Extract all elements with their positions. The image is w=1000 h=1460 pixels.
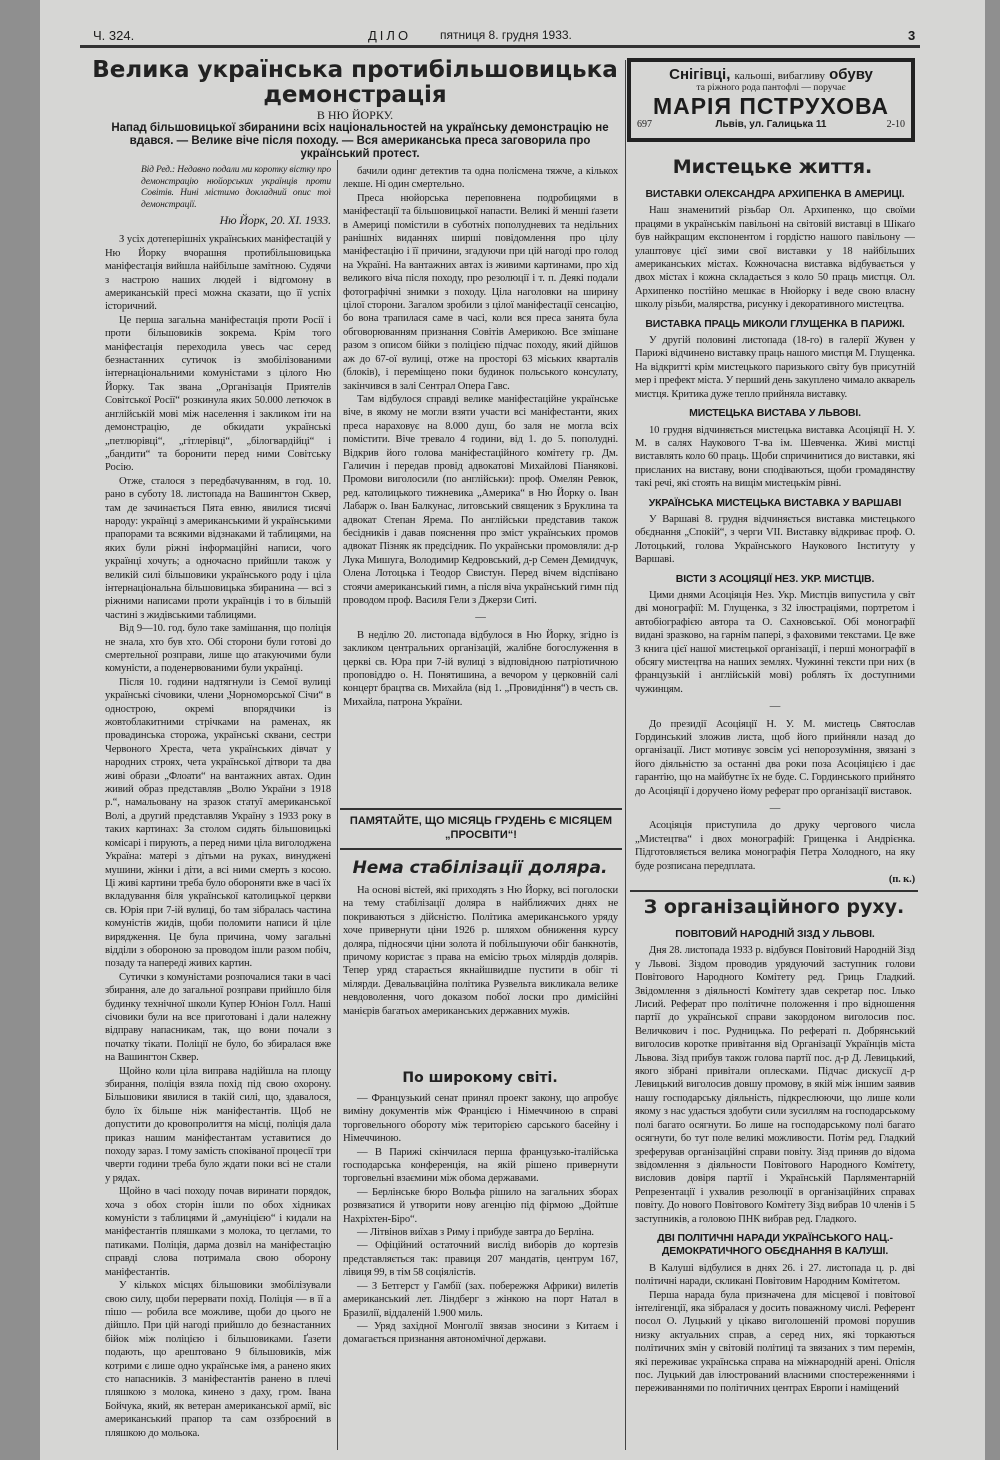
- paragraph: Від 9—10. год. було таке замішання, що поліція не знала, хто був хто. Обі сторони були готові до смертельної розправи, лише що атакуючими були комуністи, а поденервованими були українці.: [105, 623, 331, 675]
- paragraph: Після 10. години надтягнули із Семої вулиці українські січовики, члени „Чорноморської Січи“ в однострою, окремі впорядчики із жовтоблакитними стрічками на раменах, як провадинська сторожа, українські сквани, сестри Червоного Хреста, чета українських дівчат у народних строях, чета української дітвори та два живі образи „Флоати“ на вантажних автах. Один живий образ представляв „Волю України з 1918 р.“, намальовану на зразок статуї американської Волі, а другий представляв Україну з 1933 року в таких картинах: За столом сидять більшовицькі комісарі і пирують, а перед ними ціла виголоджена Україна: матері з дітьми на руках, винуджені мушини, жінки і діти, а всі ними смерть з косою. Ці живі картини треба було обороняти вже в часі їх вкладування біля української католицької церкви св. Юрія при 7-ій вулиці, бо там зібралась частина комуністів жидів, щоби поломити написи й ціле вирядження. Це була причина, чому загальні відділи з обороною за проводом ішли разом побіч, позаду та напереді живих картин.: [105, 676, 331, 970]
- paragraph: Цими днями Асоціяція Нез. Укр. Мистців випустила у світ дві монографії: М. Глущенка, з 32 ілюстраціями, портретом і автобіографією автора та О. Сахновської. Обі монографії видані зразково, на гарнім папері, з фаховими текстами. Це вже 3 книга цієї нашої мистецької організації, і перші монографії в обсягу мистецтва на наших землях. Чужинні тексти при них (в французькій і англійській мові) роблять їх доступними чужинцям.: [635, 589, 915, 695]
- section-rule: [340, 848, 622, 850]
- subheading: ВИСТАВКА ПРАЦЬ МИКОЛИ ГЛУЩЕНКА В ПАРИЖІ.: [645, 317, 905, 330]
- prosvita-notice: ПАМЯТАЙТЕ, ЩО МІСЯЦЬ ГРУДЕНЬ Є МІСЯЦЕМ „ПРОСВІТИ“!: [349, 815, 613, 841]
- shoe-advertisement: [627, 58, 915, 142]
- subheading: МИСТЕЦЬКА ВИСТАВА У ЛЬВОВІ.: [689, 407, 861, 420]
- news-item: — Офіційний остаточний вислід виборів до кортезів представляється так: правиця 207 мандатів, центрум 167, лівиця 99, в тім 58 соціялістів.: [343, 1240, 618, 1279]
- paragraph: У Варшаві 8. грудня відчиняється виставка мистецького обєднання „Спокій“, з черги VII. Виставку відкриває проф. О. Лотоцький, голова Українського Наукового Інституту у Варшаві.: [635, 513, 915, 566]
- main-article-lead: Напад більшовицької збиранини всіх національностей на українську демонстрацію не вдався. — Велике віче після походу. — Вся американська преса заговорила про український протест.: [111, 122, 609, 160]
- subheading: УКРАЇНСЬКА МИСТЕЦЬКА ВИСТАВКА У ВАРШАВІ: [648, 496, 902, 509]
- news-item: — В Парижі скінчилася перша французько-італійська господарська конференція, на якій рішено привернути торговельні взаємини між обома державами.: [343, 1146, 618, 1185]
- subheading: ВИСТАВКИ ОЛЕКСАНДРА АРХИПЕНКА В АМЕРИЦІ.: [645, 188, 905, 200]
- paragraph: Це перша загальна маніфестація проти Росії і проти більшовиків зокрема. Крім того маніфестація переходила увесь час серед безнастанних сутичок із змобілізованими інтернаціональними комуністами з цілого Ню Йорку. Так звана „Організація Приятелів Совітської Росії“ розкинула яких 50.000 летючок в англійській мові між населення і закликом іти на демонстрацію, де обкидати українські „петлюрівці“, „гітлерівці“, „білогвардійці“ і „бандити“ та боронити перед ними Совітську Росію.: [105, 314, 331, 474]
- paragraph: Сутички з комуністами розпочалися таки в часі збирання, але до загальної розправи прийшло біля будинку технічної школи Купер Юніон Голл. Наші січовики були на все приготовані і дали належну відправу напасникам, так, що вони почали з початку тікати. Поліції не було, бо збиралася вже на Вашингтон Сквер.: [105, 971, 331, 1064]
- ad-code: 2-10: [886, 119, 905, 130]
- ad-seller-name: МАРІЯ ПСТРУХОВА: [652, 93, 890, 119]
- column-divider: [337, 160, 338, 1450]
- paragraph: В Калуші відбулися в днях 26. і 27. листопада ц. р. дві політичні наради, скликані Повітовим Народним Комітетом.: [635, 1262, 915, 1288]
- paragraph: Отже, сталося з передбачуванням, в год. 10. рано в суботу 18. листопада на Вашингтон Сквер, там де зачинається Пята евню, явилися тисячі народу: українці з американськими й українськими прапорами та всякими відзнаками й таблицями, на яких були ріжні інформаційні написи, чого українці хочуть; а одночасно прийшли також у великій силі більшовики українського роду і ціла інтернаціональна більшовицька збиранина — всі з ріжними написами проти українців і то в більшій частині з жидівськими таблицями.: [105, 475, 331, 621]
- ad-text: кальоші, вибагливу: [734, 70, 825, 82]
- paragraph: Наш знаменитий різьбар Ол. Архипенко, що своїми працями в українськім павільоні на світовій виставці в Шікаґо був найкращим експонентом і гордістю нашого павільону — улаштовує цієї зими свої виставки у 18 найбільших американських містах. Кожночасна виставка відбувається у двох містах і кожна складається з коло 50 праць мистця. Ол. Архипенко постійно мешкає в Нюйорку і веде свою власну школу різьби, малярства, рисунку і декоративного мистецтва.: [635, 205, 915, 311]
- news-item: — Берлінське бюро Вольфа рішило на загальних зборах розвязатися й утворити нову агенцію під фірмою „Дойтше Нахріхтен-Біро“.: [343, 1186, 618, 1225]
- issue-number: Ч. 324.: [93, 28, 135, 43]
- section-rule: [630, 890, 918, 892]
- main-article-title: Велика українська протибільшовицька демонстрація: [92, 57, 618, 108]
- paragraph: До президії Асоціяції Н. У. М. мистець Святослав Гординський зложив листа, щоб його прийняли назад до організації. Лист мотивує зовсім усі непорозуміння, звязані з його діяльністю за останні два роки поза Асоціяцією і дає гарантію, що на майбутнє їх не буде. С. Гординського прийнято до Асоціяції і доручено йому реферат про організації виставок.: [635, 718, 915, 797]
- arts-section-title: Мистецьке життя.: [672, 156, 873, 178]
- column-divider: [625, 60, 626, 1450]
- org-section-text: [635, 922, 915, 1447]
- paragraph: На основі вістей, які приходять з Ню Йорку, всі поголоски на тему стабілізації доляра в найближчих днях не покриваються з дійсністю. Політика американського уряду хоче привернути ціни 1926 р. шляхом обниження курсу доляра, підносячи ціни золота й побільшуючи обіг банкнотів, причому користає з права на емісію трьох мілярдів долярів. Тепер уряд старається якнайшвидше пустити в обіг ті мілярди. Девальваційна політика Рузвельта викликала велике невдоволення, чого доказом побої лоски про димісійні манієрів багатьох американських державних мужів.: [343, 885, 618, 1017]
- main-article-subtitle: В НЮ ЙОРКУ.: [316, 108, 394, 122]
- paragraph: Асоціяція приступила до друку чергового числа „Мистецтва“ і двох монографій: Грищенка і Андрієнка. Підготовляється велика монографія Петра Холодного, на яку буде розписана передплата.: [635, 820, 915, 872]
- page-number: 3: [908, 28, 916, 43]
- main-article-column-2: бачили одинг детектив та одна полісмена тяжче, а кількох лекше. Ні один смертельно. Преса нюйорська переповнена подробицями в маніфестації та більшовицької напасти. Великі й менші ґазети в Америці помістили в суботніх пополудневих та недільних ранішніх виданнях ширші повідомлення про цілу маніфестацію і її причини, згадуючи при цій нагоді про голод на Україні. На вантажних автах із живими картинами, про хід великого віча після походу, про резолюції і т. п. Деякі подали фотографічні знимки з походу. Ціла наголовки на ширину цілої сторони. Загалом зробили з цілої маніфестації сенсацію, бо вона трапилася саме в часі, коли вся преса занята була обговорюванням признання Совітів Америкою. Все змішане разом з описом бійки з поліцією підчас походу, який дійшов аж до 67-ої вулиці, отже на просторі 63 міських кварталів (блоків), і переміщено поки будинок польського консулату, закінчився в залі Сентрал Опера Гавс. Там відбулося справді велике маніфестаційне українське віче, в якому не могли взяти участи всі маніфестанти, яких преса нараховує на 8.000 душ, бо заля не могла всіх помістити. Віче тревало 4 години, від 1. до 5. пополудні. Відкрив його голова маніфестаційного комітету гр. Дм. Галичин і передав провід адвокатові Михайлові Піаняковi. Промови виголосили (по англійськи): проф. Омелян Ревюк, ред. католицького тижневика „Америка“ в Ню Йорку о. Іван Лабарж о. Іван Балкунас, литовський священик з Бруклина та адвокат Степан Яремa. По англійськи представив також бесідників і давав пояснення про зміст українських промов адвокат Пізняк як предсідник. По українськи промовляли: д-р Лука Мишуга, Володимир Кедровський, д-р Семен Демидчук, Олена Лотоцька і Теодор Свистун. Перед вічем відспівано стоячи американський гимн, а після віча український гимн під проводом проф. Василя Гели з Джерзи Ситі. — В неділю 20. листопада відбулося в Ню Йорку, згідно із закликом центральних організацій, жалібне богослуження в церкві св. Юра при 7-ій вулиці з відповідною патріотичною проповіддю о. Н. Понятишина, а вечором у церковній салі концерт брацтва св. Михайла (від 1. „Провидіння“) в честь св. Михайла, патрона України.: [343, 166, 618, 708]
- newspaper-name: ДІЛО: [368, 28, 412, 43]
- paragraph: Щойно в часі походу почав виринати порядок, хоча з обох сторін ішли по обох хідниках комуністи з таблицями й „амуніцією“ і кидали на маніфестантів пляшками з молока, то цеглами, то патиками. Поліція, дарма дозвіл на маніфестацію справді слова потримала свою оборону маніфестантів.: [105, 1186, 331, 1278]
- dollar-article-text: [343, 884, 618, 1064]
- subheading: ВІСТИ З АСОЦІЯЦІЇ НЕЗ. УКР. МИСТЦІВ.: [675, 572, 875, 585]
- main-article-column-1: [105, 165, 331, 1450]
- paragraph: Преса нюйорська переповнена подробицями в маніфестації та більшовицької напасти. Великі й менші ґазети в Америці помістили в суботніх пополудневих та недільних ранішніх виданнях ширші повідомлення про цілу маніфестацію і її причини, згадуючи при цій нагоді про голод на Україні. На вантажних автах із живими картинами, про хід великого віча після походу, про резолюції і т. п. Деякі подали фотографічні знимки з походу. Ціла наголовки на ширину цілої сторони. Загалом зробили з цілої маніфестації сенсацію, бо вона трапилася саме в часі, коли вся преса занята була обговорюванням признання Совітів Америкою. Все змішане разом з описом бійки з поліцією підчас походу, який дійшов аж до 67-ої вулиці, отже на просторі 63 міських кварталів (блоків), і переміщено поки будинок польського консулату, закінчився в залі Сентрал Опера Гавс.: [343, 192, 618, 392]
- ad-text: та ріжного рода пантофлі — поручає: [696, 83, 846, 93]
- subheading: ДВІ ПОЛІТИЧНІ НАРАДИ УКРАЇНСЬКОГО НАЦ.-ДЕМОКРАТИЧНОГО ОБЄДНАННЯ В КАЛУШІ.: [657, 1231, 893, 1258]
- subheading: ПОВІТОВИЙ НАРОДНІЙ ЗІЗД У ЛЬВОВІ.: [675, 928, 875, 940]
- author-initials: (п. к.): [888, 874, 915, 886]
- paragraph: Перша нарада була призначена для місцевої і повітової інтелігенції, яка зібралася у досить поважному числі. Референт посол О. Луцький у цікаво виголошеній промові порушив низку актуальних справ, а серед них, які торкаються політичних змін у світовій політиці та звязаних з тим перемін, які переживає українська справа на міжнародній арені. Опісля пос. Луцький дав ілюстрований власними спостереженнями і переживаннями по політичних центрах Европи і наміщений: [635, 1289, 915, 1395]
- world-news-title: По широкому світі.: [402, 1070, 558, 1086]
- paragraph: У другій половині листопада (18-го) в галерії Жувен у Парижі відчинено виставку праць нашого мистця М. Глущенка. На відкритті крім мистецького паризького світу був присутній мер і префект міста. У перший день закуплено чимало акварель мистця. Критика дуже тепло прийняла виставку.: [635, 335, 915, 400]
- header-rule: [80, 45, 920, 48]
- arts-section-text: ВИСТАВКИ ОЛЕКСАНДРА АРХИПЕНКА В АМЕРИЦІ. Наш знаменитий різьбар Ол. Архипенко, що своїми працями в українськім павільоні на світовій виставці в Шікаґо був найкращим експонентом і гордістю нашого павільону — улаштовує цієї зими свої виставки у 18 найбільших американських містах. Кожночасна виставка відбувається у двох містах і кожна складається з коло 50 праць мистця. Ол. Архипенко постійно мешкає в Нюйорку і веде свою власну школу різьби, малярства, рисунку і декоративного мистецтва. ВИСТАВКА ПРАЦЬ МИКОЛИ ГЛУЩЕНКА В ПАРИЖІ. У другій половині листопада (18-го) в галерії Жувен у Парижі відчинено виставку праць нашого мистця М. Глущенка. На відкритті крім мистецького паризького світу був присутній мер і префект міста. У перший день закуплено чимало акварель мистця. Критика дуже тепло прийняла виставку. МИСТЕЦЬКА ВИСТАВА У ЛЬВОВІ. 10 грудня відчиняється мистецька виставка Асоціяції Н. У. М. в салях Наукового Т-ва ім. Шевченка. Живі мистці виставлять коло 60 праць. Щоби спричинитися до виставки, які присланих на виставу, вони сподіваються, щоби громадянству такі речі, які стоять на вищім мистецькім рівні. УКРАЇНСЬКА МИСТЕЦЬКА ВИСТАВКА У ВАРШАВІ У Варшаві 8. грудня відчиняється виставка мистецького обєднання „Спокій“, з черги VII. Виставку відкриває проф. О. Лотоцький, голова Українського Наукового Інституту у Варшаві. ВІСТИ З АСОЦІЯЦІЇ НЕЗ. УКР. МИСТЦІВ. Цими днями Асоціяція Нез. Укр. Мистців випустила у світ дві монографії: М. Глущенка, з 32 ілюстраціями, портретом і автобіографією автора та О. Сахновської. Обі монографії видані зразково, на гарнім папері, з фаховими текстами. Це вже 3 книга цієї нашої мистецької організації, і перші монографії в обсягу мистецтва на наших землях. Чужинні тексти при них (в французькій і англійській мові) роблять їх доступними чужинцям. — До президії Асоціяції Н. У. М. мистець Святослав Гординський зложив листа, щоб його прийняли назад до організації. Лист мотивує зовсім усі непорозуміння, звязані з його діяльністю за останні два роки поза Асоціяцією і дає гарантію, що на майбутнє їх не буде. С. Гординського прийнято до Асоціяції і доручено йому реферат про організації виставок. — Асоціяція приступила до друку чергового числа „Мистецтва“ і двох монографій: Грищенка і Андрієнка. Підготовляється велика монографія Петра Холодного, на яку буде розписана передплата. (п. к.): [635, 188, 915, 886]
- news-item: — Літвінов виїхав з Риму і прибуде завтра до Берліна.: [357, 1227, 594, 1239]
- ad-text: обуву: [829, 66, 873, 83]
- paragraph: Дня 28. листопада 1933 р. відбувся Повітовий Народній Зізд у Львові. Зіздом проводив урядуючий заступник голови Повітового Народного Комітету ред. Гриць Гладкий. Звідомлення з діяльності Комітету здав секретар пос. Ількo Лисий. Реферат про політичне положення і про відношення партії до української справи закордоном виголосив пос. Величкович і пос. Рудницька. По рефераті п. Добрянський виголосив коротке привітання від Організації Українців міста Львова. Зізд прибув також голова партії пос. д-р Д. Левицький, якого зібрані привітали оплесками. Підчас дискусії д-р Левицький виголосив довшу промову, в якій між іншим заявив нашу господарську діяльність, підкреслюючи, що лише коли якому з нас удасться здобути сили зусиллям на господарському полі багато осягнути. Бо лише на господарському полі багато осягнути, бо тут поле великі можливости. Потім ред. Гладкий зреферував організаційні справи повіту. Зізд приняв до відома звідомлення з діяльности Повітового Народного Комітету, висловив довіря партії і Українській Парляментарній Репрезентації і ухвалив резолюції в організаційних справах повіту. До нового Повітового Комітету Зізд вибрав 10 членів і 5 заступників, а головою ПНК вибрав ред. Гладкого.: [635, 945, 915, 1225]
- org-section-title: З організаційного руху.: [643, 896, 905, 918]
- news-item: — Уряд західної Монголії звязав зносини з Китаєм і домагається признання автономічної держави.: [343, 1320, 618, 1346]
- news-item: — З Бетгерст у Гамбії (зах. побережжя Африки) вилетів американський лет. Ліндберг з жінкою на порт Натал в Бразилії, віддаленій 1.900 миль.: [343, 1280, 618, 1319]
- dollar-article-title: Нема стабілізації доляра.: [352, 858, 608, 878]
- dateline: Ню Йорк, 20. XI. 1933.: [219, 213, 331, 227]
- ad-address: Львів, ул. Галицька 11: [715, 119, 827, 130]
- section-rule: [340, 808, 622, 810]
- news-item: — Французький сенат принял проект закону, що апробує виміну документів між Францією і Німеччиною в справі торговельного обороту між територією сарського басейну і Німеччиною.: [343, 1093, 618, 1145]
- paragraph: Щойно коли ціла виправа надійшла на площу збирання, поліція взяла похід під свою охорону. Більшовики явилися в такій силі, що, здавалося, було їх більше ніж маніфестантів. Щоб не допустити до кровопролиття на місці, поліція дала приказ нашим маніфестантам уставитися до походу зараз. І тому замість споківаної процесії три чверти години треба було ждати поки всі не стали у рядах.: [105, 1065, 331, 1184]
- ad-code: 697: [637, 119, 652, 130]
- paragraph: У кількох місцях більшовики змобілізували свою силу, щоби перервати похід. Поліція — в її а пішо — робила все можливе, щоби до цього не дійшло. При цій нагоді прийшло до безнастанних бійок між поліцією і більшовиками. Ґазети подають, що арештовано 9 більшовиків, між котрими є лише одно українське імя, а ранено яких сто напасників. З маніфестантів ранено в плечі пляшкою з молока, кинено з даху, гром. Івана Бойчука, який, як ветеран американської армії, віс американський прапор та сам оззброєний в пляшкою до мольока.: [105, 1280, 331, 1439]
- paragraph: 10 грудня відчиняється мистецька виставка Асоціяції Н. У. М. в салях Наукового Т-ва ім. Шевченка. Живі мистці виставлять коло 60 праць. Щоби спричинитися до виставки, які присланих на виставу, вони сподіваються, щоби громадянству такі речі, які стоять на вищім мистецькім рівні.: [635, 424, 915, 490]
- world-news-text: [343, 1092, 618, 1447]
- issue-date: пятниця 8. грудня 1933.: [440, 28, 572, 42]
- paragraph: Там відбулося справді велике маніфестаційне українське віче, в якому не могли взяти участи всі маніфестанти, яких преса нараховує на 8.000 душ, бо заля не могла всіх помістити. Віче тревало 4 години, від 1. до 5. пополудні. Відкрив його голова маніфестаційного комітету гр. Дм. Галичин і передав провід адвокатові Михайлові Піаняковi. Промови виголосили (по англійськи): проф. Омелян Ревюк, ред. католицького тижневика „Америка“ в Ню Йорку о. Іван Лабарж о. Іван Балкунас, литовський священик з Бруклина та адвокат Степан Яремa. По англійськи представив також бесідників і давав пояснення про зміст українських промов адвокат Пізняк як предсідник. По українськи промовляли: д-р Лука Мишуга, Володимир Кедровський, д-р Семен Демидчук, Олена Лотоцька і Теодор Свистун. Перед вічем відспівано стоячи американський гимн, а після віча український гимн під проводом проф. Василя Гели з Джерзи Ситі.: [343, 393, 618, 606]
- paragraph: бачили одинг детектив та одна полісмена тяжче, а кількох лекше. Ні один смертельно.: [343, 166, 618, 191]
- ad-text: Снігівці,: [669, 66, 731, 83]
- editor-note: Від Ред.: Недавно подали ми коротку вістку про демонстрацію нюйорських українців проти Совітів. Нині містимо докладний опис тої демонстрації.: [141, 165, 331, 210]
- paragraph: З усіх дотеперішніх українських маніфестацій у Ню Йорку вчорашня протибільшовицька маніфестація вийшла найбільше замітною. Судячи з настрою наших людей і відгомону в американській пресі можна сказати, що її успіх історичний.: [105, 234, 331, 313]
- paragraph: В неділю 20. листопада відбулося в Ню Йорку, згідно із закликом центральних організацій, жалібне богослуження в церкві св. Юра при 7-ій вулиці з відповідною патріотичною проповіддю о. Н. Понятишина, а вечором у церковній салі концерт брацтва св. Михайла (від 1. „Провидіння“) в честь св. Михайла, патрона України.: [343, 629, 618, 708]
